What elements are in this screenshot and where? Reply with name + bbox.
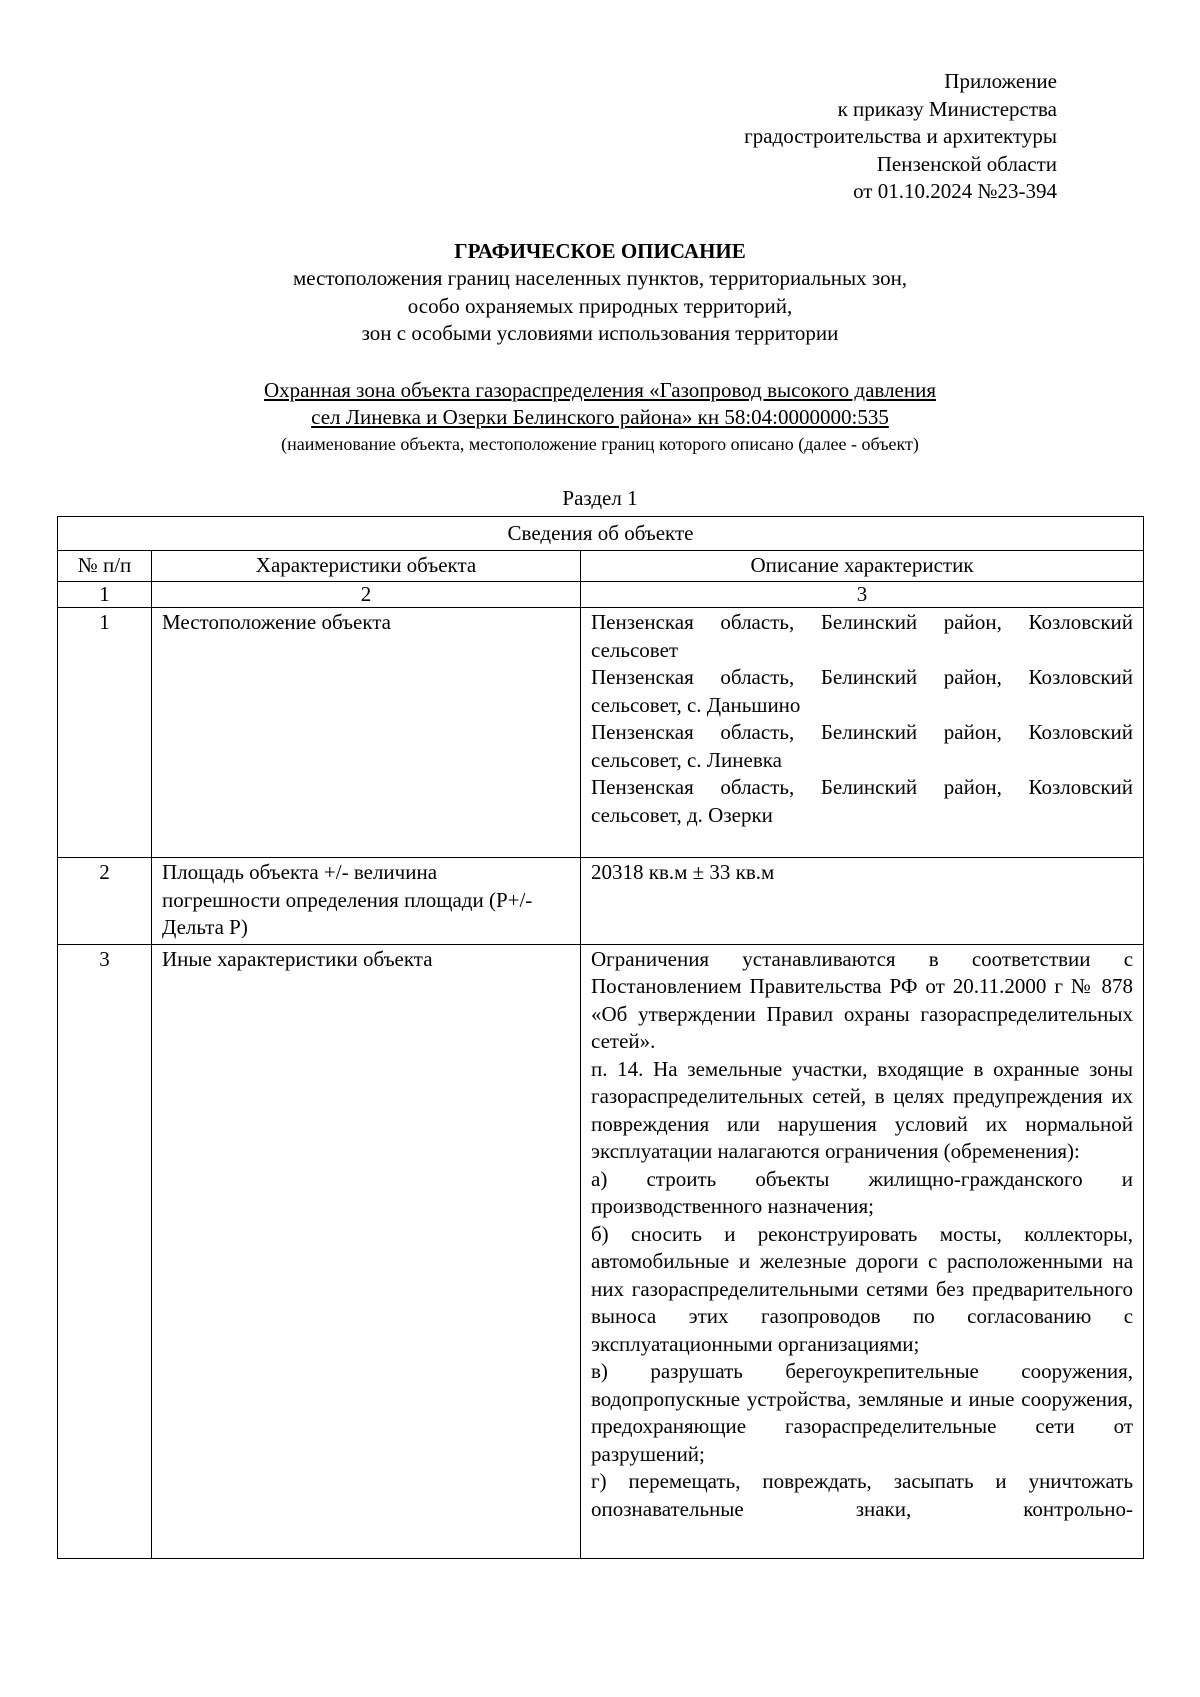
row-number: 3 xyxy=(58,944,152,1558)
appendix-line: Приложение xyxy=(944,69,1057,93)
row-characteristic: Местоположение объекта xyxy=(152,608,581,858)
table-header-row xyxy=(58,550,1144,582)
row-description xyxy=(581,858,1144,945)
row-characteristic: Иные характеристики объекта xyxy=(152,944,581,1558)
description-line: Пензенская область, Белинский район, Козловский сельсовет, с. Линевка xyxy=(591,720,1134,772)
object-caption: (наименование объекта, местоположение границ которого описано (далее - объект) xyxy=(281,434,919,454)
row-description xyxy=(581,608,1144,858)
description-paragraph: б) сносить и реконструировать мосты, коллекторы, автомобильные и железные дороги с расположенными на них газораспределительными сетями без предварительного выноса этих газопроводов по согласованию с эксплуатационными организациями; xyxy=(591,1221,1134,1356)
document-title-block xyxy=(0,238,1200,348)
row-number: 2 xyxy=(58,858,152,945)
document-title: ГРАФИЧЕСКОЕ ОПИСАНИЕ xyxy=(454,239,746,263)
row-number: 1 xyxy=(58,608,152,858)
description-paragraph: п. 14. На земельные участки, входящие в охранные зоны газораспределительных сетей, в целях предупреждения их повреждения или нарушения условий их нормальной эксплуатации налагаются ограничения (обременения): xyxy=(591,1056,1134,1163)
subtitle-line: зон с особыми условиями использования территории xyxy=(361,321,839,345)
description-paragraph: г) перемещать, повреждать, засыпать и уничтожать опознавательные знаки, контрольно- xyxy=(591,1469,1134,1521)
column-number: 2 xyxy=(152,582,581,608)
appendix-header xyxy=(744,68,1057,206)
appendix-line: от 01.10.2024 №23-394 xyxy=(853,179,1057,203)
table-row xyxy=(58,944,1144,1558)
column-number: 1 xyxy=(58,582,152,608)
description-paragraph: а) строить объекты жилищно-гражданского и производственного назначения; xyxy=(591,1166,1134,1218)
description-paragraph: в) разрушать берегоукрепительные сооружения, водопропускные устройства, земляные и иные сооружения, предохраняющие газораспределительные сети от разрушений; xyxy=(591,1359,1134,1466)
document-subtitle xyxy=(0,265,1200,348)
subtitle-line: особо охраняемых природных территорий, xyxy=(407,293,793,318)
description-line: Пензенская область, Белинский район, Козловский сельсовет, с. Даньшино xyxy=(591,665,1134,717)
description-line: Пензенская область, Белинский район, Козловский сельсовет xyxy=(591,610,1134,662)
appendix-line: градостроительства и архитектуры xyxy=(744,124,1057,148)
description-line: 20318 кв.м ± 33 кв.м xyxy=(591,860,775,884)
object-name-line: Охранная зона объекта газораспределения «Газопровод высокого давления xyxy=(263,378,937,402)
row-description xyxy=(581,944,1144,1558)
table-row xyxy=(58,858,1144,945)
table-title-row xyxy=(58,517,1144,551)
header-cell-characteristic: Характеристики объекта xyxy=(152,550,581,582)
header-cell-number: № п/п xyxy=(58,550,152,582)
header-cell-description: Описание характеристик xyxy=(581,550,1144,582)
object-info-table xyxy=(57,516,1144,1559)
description-paragraph: Ограничения устанавливаются в соответствии с Постановлением Правительства РФ от 20.11.2000 г № 878 «Об утверждении Правил охраны газораспределительных сетей». xyxy=(591,946,1134,1053)
appendix-line: Пензенской области xyxy=(876,151,1057,176)
table-title: Сведения об объекте xyxy=(58,517,1144,551)
section-title: Раздел 1 xyxy=(562,486,638,510)
object-name-line: сел Линевка и Озерки Белинского района» кн 58:04:0000000:535 xyxy=(311,405,889,429)
object-name xyxy=(0,377,1200,431)
subtitle-line: местоположения границ населенных пунктов, территориальных зон, xyxy=(292,266,908,290)
object-name-block xyxy=(0,377,1200,456)
appendix-line: к приказу Министерства xyxy=(837,96,1057,121)
table-column-numbers-row xyxy=(58,582,1144,608)
column-number: 3 xyxy=(581,582,1144,608)
table-row xyxy=(58,608,1144,858)
description-line: Пензенская область, Белинский район, Козловский сельсовет, д. Озерки xyxy=(591,775,1134,827)
row-characteristic: Площадь объекта +/- величина погрешности определения площади (Р+/- Дельта Р) xyxy=(152,858,581,945)
